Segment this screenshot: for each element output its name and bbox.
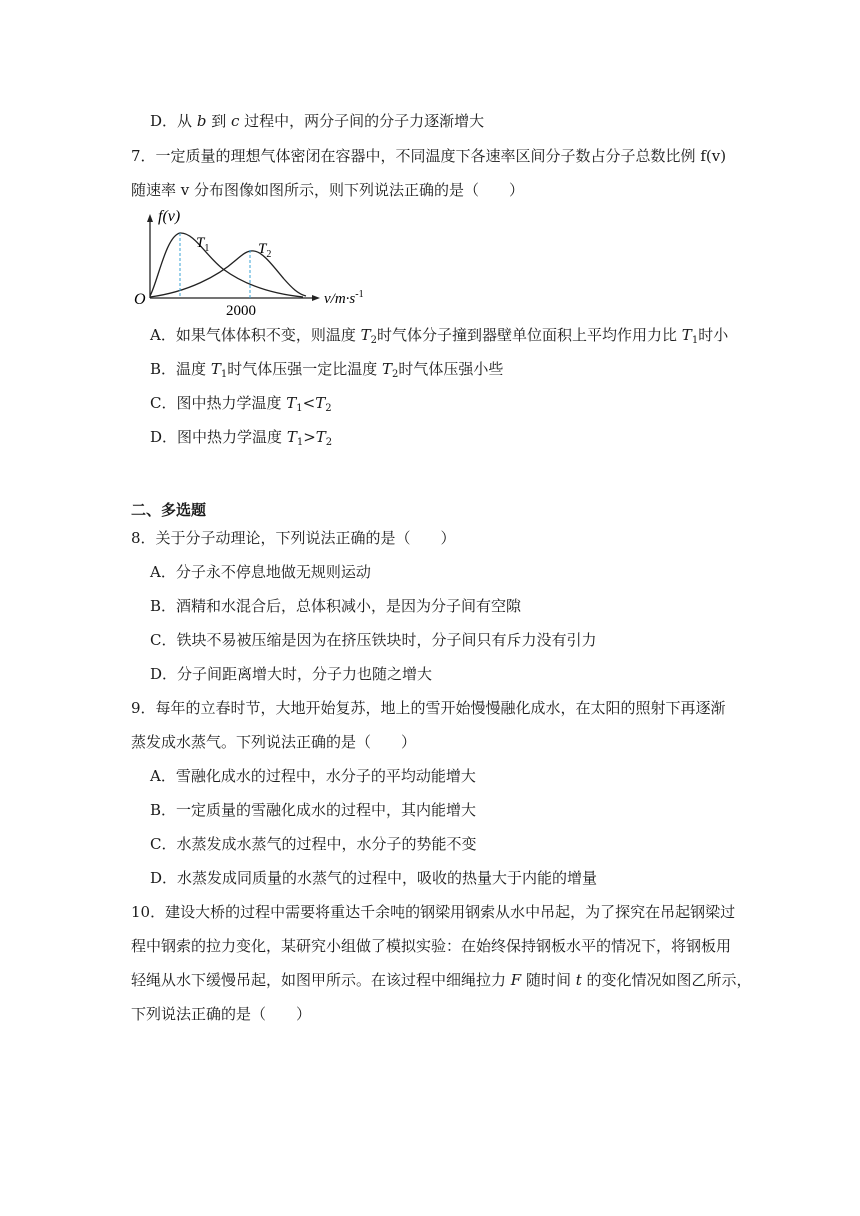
x-axis-unit-exponent: -1 [355, 289, 364, 300]
option-text: 如果气体体积不变，则温度 [175, 326, 361, 344]
option-text: > [303, 428, 316, 446]
q9-option-c: C．水蒸发成水蒸气的过程中，水分子的势能不变 [150, 835, 477, 853]
q9-stem-line2: 蒸发成水蒸气。下列说法正确的是（ ） [131, 733, 417, 751]
x-axis-label [324, 289, 364, 307]
q10-stem-line4: 下列说法正确的是（ ） [131, 1005, 312, 1023]
option-text: 时气体分子撞到器壁单位面积上平均作用力比 [377, 326, 682, 344]
y-axis-arrow [147, 214, 153, 222]
option-text: 过程中，两分子间的分子力逐渐增大 [239, 112, 485, 130]
subscript: 1 [296, 437, 304, 448]
q10-stem-line1: 10．建设大桥的过程中需要将重达千余吨的钢梁用钢索从水中吊起，为了探究在吊起钢梁过 [131, 903, 736, 921]
q7-distribution-figure [128, 206, 388, 318]
stem-text: 的变化情况如图乙所示， [581, 971, 752, 989]
option-label: A． [150, 326, 176, 344]
x-axis-unit: v/m·s [324, 291, 356, 307]
q7-option-d [150, 427, 332, 453]
var-f: F [510, 971, 522, 989]
q7-stem-line2: 随速率 v 分布图像如图所示，则下列说法正确的是（ ） [131, 181, 525, 199]
option-text: 到 [206, 112, 231, 130]
subscript: 1 [296, 403, 303, 414]
q8-option-b: B．酒精和水混合后，总体积减小，是因为分子间有空隙 [150, 597, 522, 615]
q9-option-b: B．一定质量的雪融化成水的过程中，其内能增大 [150, 801, 477, 819]
var-t: T [681, 326, 692, 344]
var-t: T [315, 394, 326, 412]
option-label: B． [150, 360, 177, 378]
x-axis-arrow [312, 295, 320, 301]
subscript: 2 [325, 437, 333, 448]
var-t: T [381, 360, 392, 378]
subscript: 2 [325, 403, 332, 414]
curve-t1-subscript: 1 [204, 243, 210, 254]
subscript: 1 [220, 369, 228, 380]
option-text: 时气体压强一定比温度 [227, 360, 382, 378]
q7-option-a [150, 325, 728, 351]
var-t: T [286, 394, 297, 412]
q7-option-c [150, 393, 332, 419]
curve-t1-symbol: T [196, 235, 205, 251]
option-text: 温度 [176, 360, 211, 378]
q9-option-d: D．水蒸发成同质量的水蒸气的过程中，吸收的热量大于内能的增量 [150, 869, 598, 887]
q8-stem: 8．关于分子动理论，下列说法正确的是（ ） [131, 529, 456, 547]
stem-text: 轻绳从水下缓慢吊起，如图甲所示。在该过程中细绳拉力 [131, 971, 511, 989]
origin-label: O [134, 291, 146, 308]
q10-stem-line3 [131, 970, 752, 990]
option-text: 从 [177, 112, 197, 130]
curve-t1-label [196, 235, 209, 254]
option-text: 时小 [698, 326, 729, 344]
subscript: 2 [370, 335, 378, 346]
q8-option-c: C．铁块不易被压缩是因为在挤压铁块时，分子间只有斥力没有引力 [150, 631, 597, 649]
subscript: 1 [691, 335, 699, 346]
q8-option-a: A．分子永不停息地做无规则运动 [150, 563, 371, 581]
stem-text: 随时间 [521, 971, 576, 989]
q7-stem-line1: 7．一定质量的理想气体密闭在容器中，不同温度下各速率区间分子数占分子总数比例 f(v) [131, 147, 727, 165]
option-text: 图中热力学温度 [177, 428, 287, 446]
var-b: b [196, 112, 207, 130]
curve-t2 [150, 251, 306, 297]
var-t: T [315, 428, 326, 446]
var-t: T [210, 360, 221, 378]
subscript: 2 [392, 369, 399, 380]
y-axis-label: f(v) [158, 208, 181, 225]
var-c: c [230, 112, 240, 130]
q9-option-a: A．雪融化成水的过程中，水分子的平均动能增大 [150, 767, 476, 785]
prev-option-d [150, 111, 484, 131]
var-t: T [360, 326, 371, 344]
curve-t1 [150, 233, 303, 297]
section-heading: 二、多选题 [131, 501, 207, 519]
var-t: t [575, 971, 582, 989]
q7-option-b [150, 359, 503, 385]
option-label: D． [150, 428, 178, 446]
option-text: 图中热力学温度 [176, 394, 287, 412]
option-label: D． [150, 112, 178, 130]
q9-stem-line1: 9．每年的立春时节，大地开始复苏，地上的雪开始慢慢融化成水，在太阳的照射下再逐渐 [131, 699, 726, 717]
option-text: 时气体压强小些 [398, 360, 504, 378]
x-tick-label: 2000 [226, 303, 256, 318]
option-label: C． [150, 394, 177, 412]
curve-t2-subscript: 2 [266, 249, 272, 260]
var-t: T [286, 428, 297, 446]
q8-option-d: D．分子间距离增大时，分子力也随之增大 [150, 665, 433, 683]
option-text: < [302, 394, 316, 412]
curve-t2-symbol: T [258, 241, 267, 257]
q10-stem-line2: 程中钢索的拉力变化，某研究小组做了模拟实验：在始终保持钢板水平的情况下，将钢板用 [131, 937, 732, 955]
